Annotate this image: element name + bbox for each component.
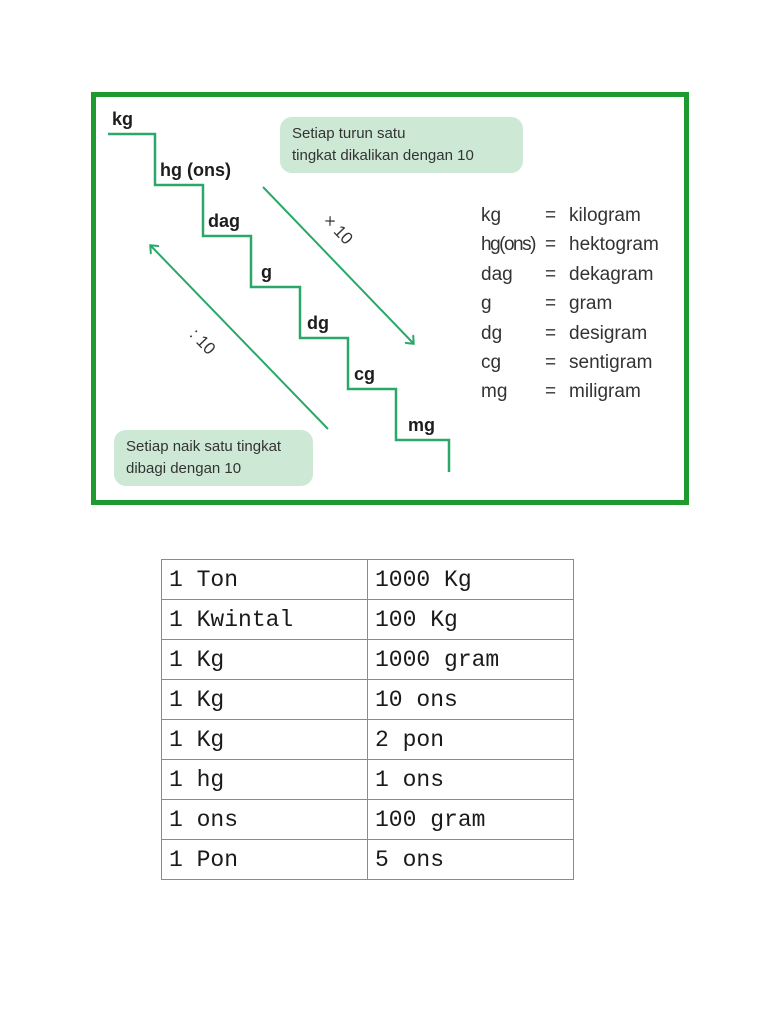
legend-equals: = — [545, 351, 557, 373]
table-row — [162, 640, 574, 680]
table-cell-to: 10 ons — [368, 680, 574, 720]
legend-equals: = — [545, 381, 557, 403]
table-cell-to: 100 Kg — [368, 600, 574, 640]
legend-abbr: cg — [481, 351, 502, 373]
multiply-arrow — [263, 187, 413, 343]
step-hg: hg (ons) — [160, 160, 231, 180]
table-cell-from: 1 ons — [162, 800, 368, 840]
table-cell-to: 100 gram — [368, 800, 574, 840]
multiply-ten-label: × 10 — [319, 210, 357, 249]
legend-name: miligram — [569, 381, 641, 403]
note-down-line-2: tingkat dikalikan dengan 10 — [292, 147, 474, 164]
legend-equals: = — [545, 293, 557, 315]
table-cell-to: 1 ons — [368, 760, 574, 800]
legend-abbr: hg(ons) — [481, 234, 535, 256]
table-row — [162, 840, 574, 880]
table-row — [162, 760, 574, 800]
table-row — [162, 720, 574, 760]
legend-equals: = — [545, 205, 557, 226]
table-cell-from: 1 Kg — [162, 720, 368, 760]
legend-equals: = — [545, 234, 557, 256]
legend-name: gram — [569, 293, 613, 315]
table-cell-to: 5 ons — [368, 840, 574, 880]
table-cell-from: 1 hg — [162, 760, 368, 800]
conversion-table — [161, 559, 574, 880]
table-cell-to: 2 pon — [368, 720, 574, 760]
note-going-up — [114, 430, 313, 486]
legend-abbr: kg — [481, 205, 502, 226]
table-row — [162, 680, 574, 720]
step-dag: dag — [208, 211, 241, 231]
legend-name: hektogram — [569, 234, 659, 256]
weight-unit-staircase-diagram — [91, 92, 689, 505]
table-cell-from: 1 Kg — [162, 680, 368, 720]
table-row — [162, 800, 574, 840]
legend-abbr: dg — [481, 322, 503, 344]
step-dg: dg — [307, 313, 329, 333]
step-g: g — [261, 262, 272, 282]
note-going-down — [280, 117, 523, 173]
table-row — [162, 560, 574, 600]
step-mg: mg — [408, 415, 435, 435]
table-cell-from: 1 Ton — [162, 560, 368, 600]
note-up-line-1: Setiap naik satu tingkat — [126, 438, 282, 455]
table-row — [162, 600, 574, 640]
legend-name: desigram — [569, 322, 648, 344]
note-down-line-1: Setiap turun satu — [292, 125, 406, 142]
table-cell-from: 1 Kg — [162, 640, 368, 680]
legend-name: sentigram — [569, 351, 653, 373]
divide-ten-label: : 10 — [185, 324, 220, 359]
legend-equals: = — [545, 263, 557, 285]
note-up-line-2: dibagi dengan 10 — [126, 460, 242, 477]
legend-abbr: g — [481, 293, 492, 315]
step-cg: cg — [354, 364, 376, 384]
table-cell-from: 1 Pon — [162, 840, 368, 880]
step-kg: kg — [112, 109, 134, 129]
legend-abbr: mg — [481, 381, 508, 403]
legend-name: dekagram — [569, 263, 654, 285]
legend-equals: = — [545, 322, 557, 344]
table-cell-to: 1000 gram — [368, 640, 574, 680]
table-cell-from: 1 Kwintal — [162, 600, 368, 640]
staircase-line — [108, 134, 449, 472]
table-cell-to: 1000 Kg — [368, 560, 574, 600]
legend-abbr: dag — [481, 263, 513, 285]
legend-name: kilogram — [569, 205, 641, 226]
